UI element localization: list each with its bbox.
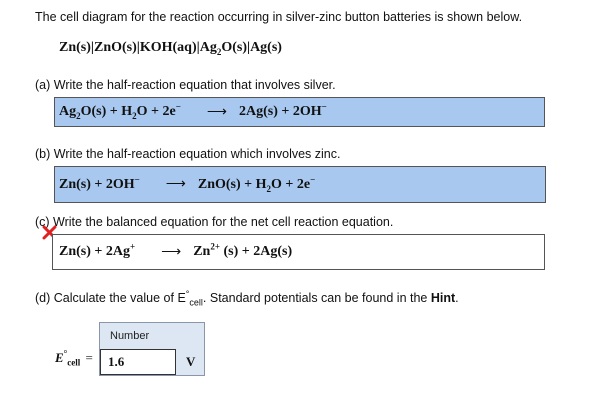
cell-diagram: $Zn(s)|ZnO(s)|KOH(aq)|Ag_2O(s)|Ag(s)$ bbox=[59, 40, 282, 57]
reaction-arrow-icon: ⟶ bbox=[161, 244, 182, 260]
unit-label: V bbox=[186, 354, 196, 369]
hint-link[interactable]: Hint bbox=[430, 291, 456, 305]
number-answer-panel bbox=[99, 322, 205, 376]
number-label: Number bbox=[110, 330, 150, 342]
part-c-answer-field[interactable] bbox=[52, 234, 545, 270]
part-b-products: $ZnO(s) + H_2O + 2e^-$ bbox=[197, 173, 316, 194]
part-b-reactants: Zn(s) + 2OH− bbox=[59, 173, 140, 192]
part-a-reactants: $Ag_2O(s) + H_2O + 2e^-$ bbox=[59, 101, 181, 121]
part-c-reactants: Zn(s) + 2Ag+ bbox=[59, 241, 136, 259]
part-a-prompt: (a) Write the half-reaction equation that involves silver. bbox=[35, 78, 336, 92]
reaction-arrow-icon: ⟶ bbox=[206, 104, 227, 120]
part-c-products: $Zn^{2+}$ (s) + 2Ag(s) bbox=[193, 241, 293, 259]
part-b-prompt: (b) Write the half-reaction equation which involves zinc. bbox=[35, 147, 341, 161]
part-a-answer-field[interactable] bbox=[54, 97, 545, 127]
reaction-arrow-icon: ⟶ bbox=[165, 177, 186, 192]
part-d-prompt: (d) Calculate the value of $E^\circ_{cell}$. Standard potentials can be found in the Hint. bbox=[35, 288, 459, 308]
e-cell-value-input[interactable]: 1.6 bbox=[100, 349, 176, 375]
part-b-answer-field[interactable] bbox=[54, 166, 546, 203]
e-cell-symbol: $E^\circ_{cell}$ = bbox=[55, 348, 93, 368]
intro-text: The cell diagram for the reaction occurring in silver-zinc button batteries is shown below. bbox=[35, 10, 523, 24]
part-a-products: 2Ag(s) + 2OH− bbox=[238, 101, 327, 119]
part-c-prompt: (c) Write the balanced equation for the net cell reaction equation. bbox=[35, 215, 394, 229]
